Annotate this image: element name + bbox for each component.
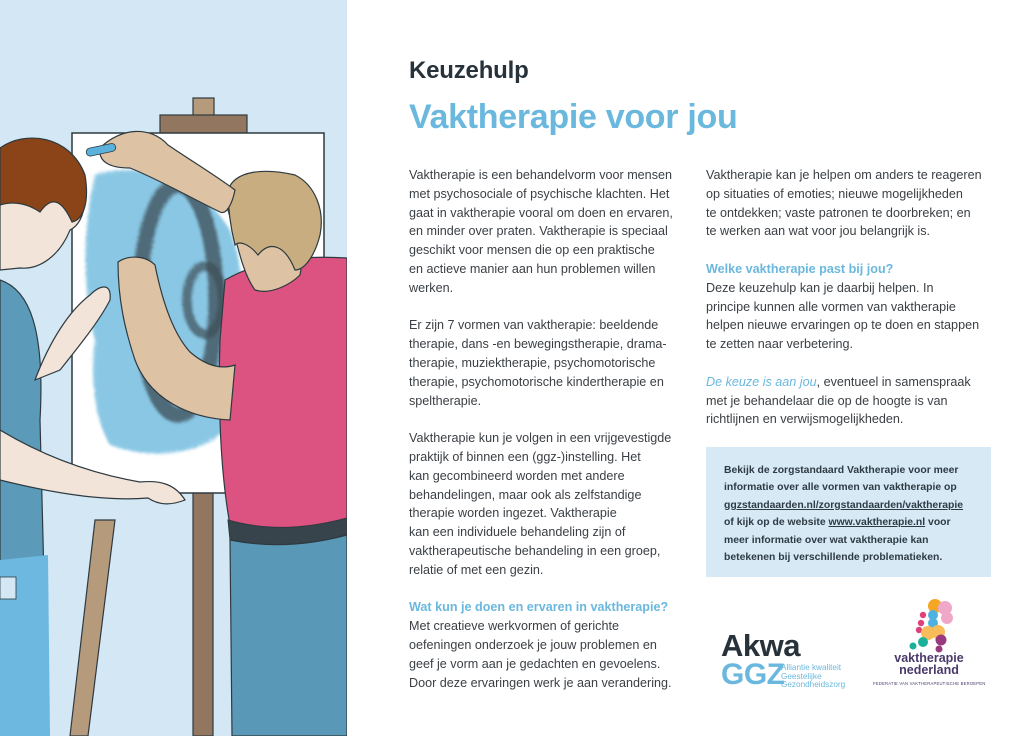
- page-kicker: Keuzehulp: [409, 57, 529, 84]
- experience-section: Wat kun je doen en ervaren in vaktherapie? Met creatieve werkvormen of gerichte oefeningen onderzoek je jouw problemen en geef je vorm aan je gedachten en gevoelens. Door deze ervaringen werk je aan verandering.: [409, 598, 689, 692]
- benefits-paragraph: Vaktherapie kan je helpen om anders te reageren op situaties of emoties; nieuwe mogelijkheden te ontdekken; vaste patronen te doorbreken; en te werken aan wat voor jou belangrijk is.: [706, 168, 982, 239]
- left-column: [409, 166, 689, 711]
- emphasis-text: De keuze is aan jou: [706, 374, 817, 389]
- akwa-tagline: Alliantie kwaliteit Geestelijke Gezondheidszorg: [781, 663, 846, 690]
- content-area: [347, 0, 1023, 736]
- intro-paragraph: Vaktherapie is een behandelvorm voor mensen met psychosociale of psychische klachten. Het gaat in vaktherapie vooral om doen en ervaren, en minder over praten. Vaktherapie is speciaal geschikt voor mensen die op een praktische en actieve manier aan hun problemen willen werken.: [409, 168, 673, 295]
- vaktherapie-website-link[interactable]: www.vaktherapie.nl: [828, 517, 926, 529]
- ggzstandaarden-link[interactable]: ggzstandaarden.nl/zorgstandaarden/vaktherapie: [724, 499, 964, 511]
- easel-drawing-icon: [0, 0, 347, 736]
- decision-paragraph: De keuze is aan jou, eventueel in samenspraak met je behandelaar die op de hoogte is van richtlijnen en verwijsmogelijkheden.: [706, 374, 971, 427]
- therapy-illustration: [0, 0, 347, 736]
- forms-paragraph: Er zijn 7 vormen van vaktherapie: beeldende therapie, dans -en bewegingstherapie, drama- therapie, muziektherapie, psychomotorische therapie, psychomotorische kindertherapie en speltherapie.: [409, 318, 667, 408]
- vaktherapie-nederland-logo: vaktherapie nederland FEDERATIE VAN VAKTHERAPEUTISCHE BEROEPEN: [873, 596, 993, 692]
- page-title: Vaktherapie voor jou: [409, 98, 738, 136]
- settings-paragraph: Vaktherapie kun je volgen in een vrijgevestigde praktijk of binnen een (ggz-)instelling. Het kan gecombineerd worden met andere behandelingen, maar ook als zelfstandige therapie worden ingezet. Vaktherapie kan een individuele behandeling zijn of vaktherapeutische behandeling in een groep, relatie of met een gezin.: [409, 431, 672, 577]
- section-heading-experience: Wat kun je doen en ervaren in vaktherapie?: [409, 600, 669, 615]
- right-column: [706, 166, 996, 448]
- vnl-tagline: FEDERATIE VAN VAKTHERAPEUTISCHE BEROEPEN: [873, 681, 986, 686]
- netherlands-dots-icon: [873, 596, 985, 654]
- choice-section: Welke vaktherapie past bij jou? Deze keuzehulp kan je daarbij helpen. In principe kunnen alle vormen van vaktherapie helpen nieuwe ervaringen op te doen en stappen te zetten naar verbetering.: [706, 260, 996, 354]
- akwa-ggz-logo: Akwa GGZ Alliantie kwaliteit Geestelijke Gezondheidszorg: [721, 628, 846, 691]
- section-heading-choice: Welke vaktherapie past bij jou?: [706, 261, 894, 276]
- info-box: Bekijk de zorgstandaard Vaktherapie voor meer informatie over alle vormen van vaktherapie op ggzstandaarden.nl/zorgstandaarden/vaktherapie of kijk op de website www.vaktherapie.nl voor meer informatie over wat vaktherapie kan betekenen bij verschillende problematieken.: [706, 447, 991, 577]
